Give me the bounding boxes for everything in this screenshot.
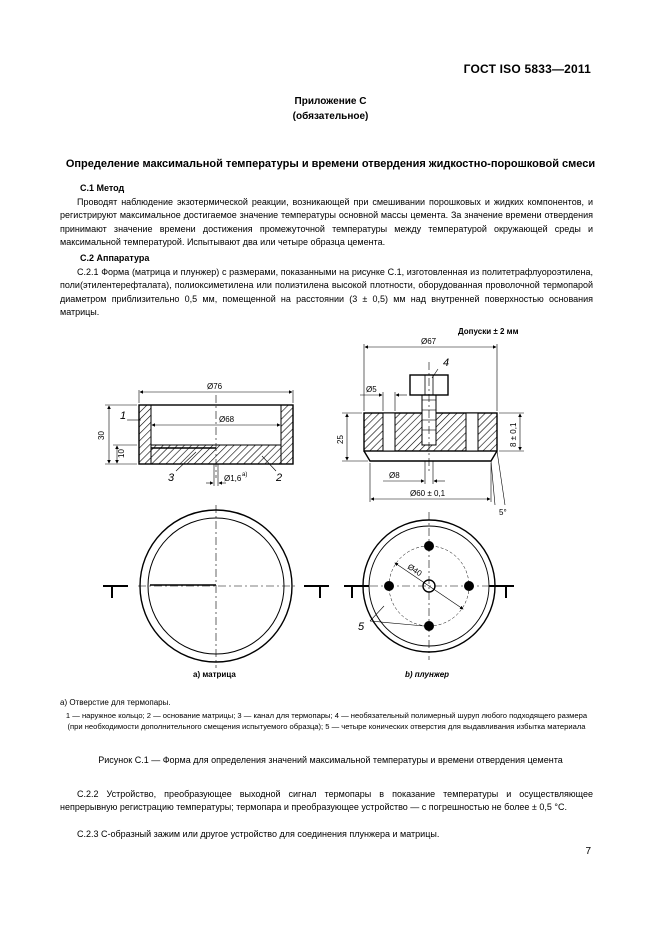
- section-c21-text: С.2.1 Форма (матрица и плунжер) с размерами, показанными на рисунке С.1, изготовленная из политетрафлуороэтилена, поли(этилентерефталата), полиоксиметилена или полиэтилена высокой плотности, оборудованная проволочной термопарой диаметром приблизительно 0,5 мм, помещенной на расстоянии (3 ± 0,5) мм над внутренней поверхностью основания матрицы.: [60, 267, 593, 318]
- figure-caption: Рисунок С.1 — Форма для определения значений максимальной температуры и времени отвердения цемента: [98, 755, 563, 765]
- plunger-top-view: [344, 512, 514, 660]
- footnote-a: a) Отверстие для термопары.: [60, 698, 171, 707]
- matrix-dim-hole: Ø1,6: [224, 474, 242, 483]
- matrix-dim-height: 30: [97, 431, 106, 440]
- section-c2-heading: С.2 Аппаратура: [80, 253, 150, 263]
- main-title: Определение максимальной температуры и времени отвердения жидкостно-порошковой смеси: [65, 158, 596, 170]
- figure-c1: [0, 318, 661, 690]
- matrix-dim-base: 10: [117, 449, 126, 458]
- page-number: 7: [585, 846, 591, 857]
- document-code: ГОСТ ISO 5833—2011: [463, 62, 591, 76]
- matrix-dim-outer: Ø76: [207, 382, 223, 391]
- section-c23-text: С.2.3 С-образный зажим или другое устройство для соединения плунжера и матрицы.: [77, 829, 440, 839]
- matrix-callout-1: 1: [120, 410, 127, 422]
- appendix-heading: [0, 94, 661, 124]
- matrix-callout-2: 2: [276, 472, 283, 484]
- plunger-dim-angle: 5°: [499, 508, 507, 517]
- plunger-callout-5: 5: [358, 621, 365, 633]
- matrix-view-label: a) матрица: [193, 670, 236, 679]
- plunger-dim-bolt-circle: Ø40: [405, 562, 424, 579]
- plunger-view-label: b) плунжер: [405, 670, 450, 679]
- plunger-dim-pin: Ø5: [366, 385, 377, 394]
- section-c1-heading: С.1 Метод: [80, 183, 125, 193]
- plunger-dim-bottom: Ø60 ± 0,1: [410, 489, 446, 498]
- matrix-dim-hole-note: a): [242, 472, 248, 478]
- plunger-callout-4: 4: [443, 357, 450, 369]
- matrix-section-view: [97, 382, 293, 486]
- matrix-callout-3: 3: [168, 472, 175, 484]
- plunger-dim-height: 25: [336, 435, 345, 444]
- matrix-dim-inner: Ø68: [219, 415, 235, 424]
- plunger-section-view: [336, 337, 524, 517]
- section-c22-text: С.2.2 Устройство, преобразующее выходной сигнал термопары в показание температуры и осуществляющее непрерывную регистрацию температуры; термопара и преобразующее устройство — с погрешностью не более ± 0,5 °С.: [60, 789, 593, 813]
- appendix-status: (обязательное): [292, 111, 369, 122]
- plunger-dim-hole: Ø8: [389, 471, 400, 480]
- plunger-dim-step: 8 ± 0,1: [509, 422, 518, 447]
- appendix-title: Приложение С: [294, 96, 367, 107]
- tolerance-note: Допуски ± 2 мм: [458, 327, 519, 336]
- matrix-top-view: [103, 505, 329, 668]
- section-c1-text: Проводят наблюдение экзотермической реакции, возникающей при смешивании порошковых и жидких компонентов, и регистрируют максимальное достигаемое значение температуры основной массы цемента. За значение времени отвердения принимают значение времени достижения промежуточной температуры между температурой окружающей среды и максимальной температурой. Испытывают два или четыре образца цемента.: [60, 197, 593, 248]
- figure-legend: 1 — наружное кольцо; 2 — основание матрицы; 3 — канал для термопары; 4 — необязательный полимерный шуруп любого подходящего размера (при необходимости дополнительного смещения испытуемого образца); 5 — четыре конических отверстия для выдавливания избытка материала: [65, 711, 588, 731]
- plunger-dim-top: Ø67: [421, 337, 437, 346]
